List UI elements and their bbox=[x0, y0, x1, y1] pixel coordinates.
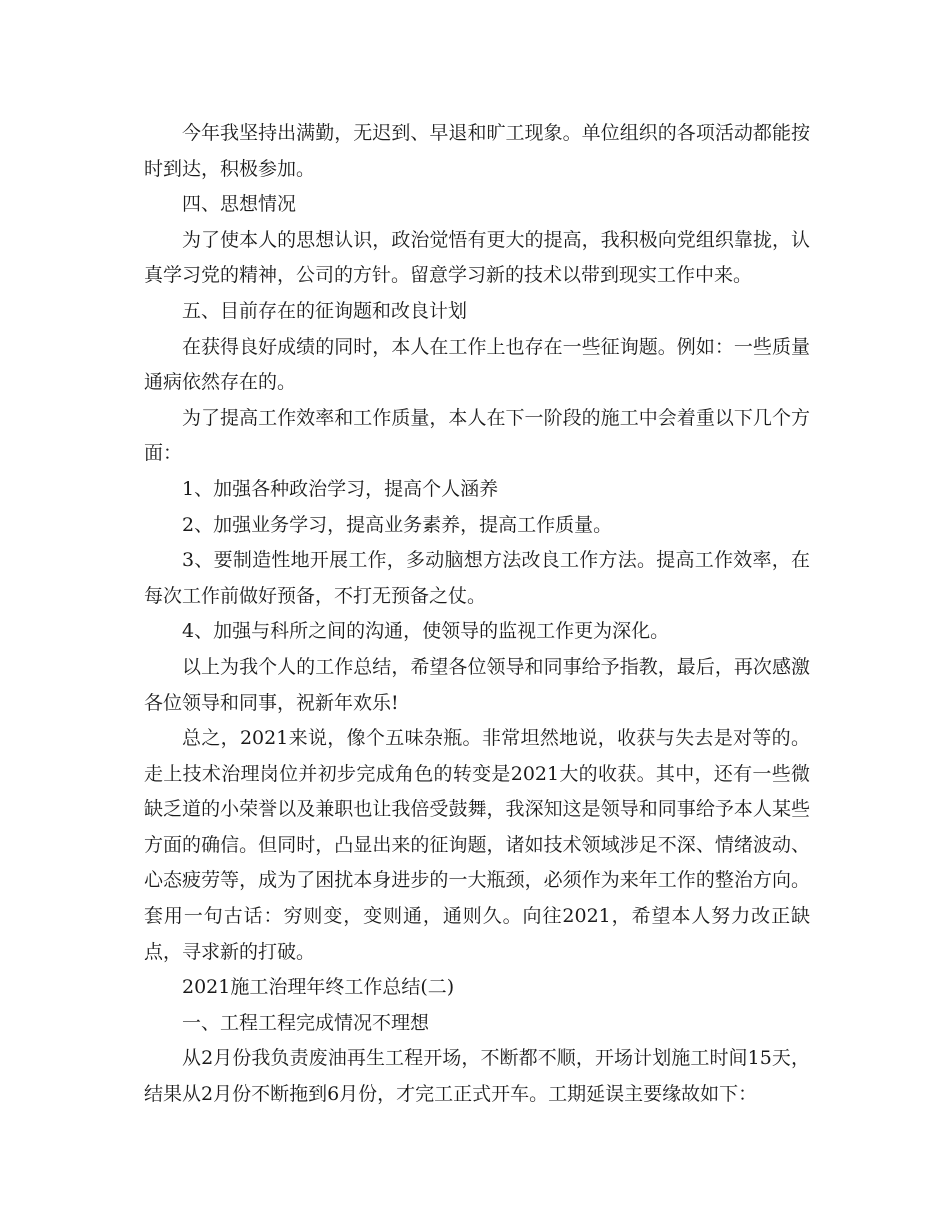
heading-problems-plan: 五、目前存在的征询题和改良计划 bbox=[182, 299, 468, 322]
section-title-part-two: 2021施工治理年终工作总结(二) bbox=[182, 976, 455, 999]
document-body bbox=[144, 116, 810, 1113]
list-item-3: 3、要制造性地开展工作，多动脑想方法改良工作方法。提高工作效率，在每次工作前做好预备，不打无预备之仗。 bbox=[144, 549, 810, 607]
paragraph-attendance: 今年我坚持出满勤，无迟到、早退和旷工现象。单位组织的各项活动都能按时到达，积极参加。 bbox=[144, 122, 810, 180]
paragraph-closing: 以上为我个人的工作总结，希望各位领导和同事给予指教，最后，再次感激各位领导和同事，祝新年欢乐! bbox=[144, 655, 810, 714]
list-item-1: 1、加强各种政治学习，提高个人涵养 bbox=[182, 477, 499, 500]
list-item-4: 4、加强与科所之间的沟通，使领导的监视工作更为深化。 bbox=[182, 620, 670, 643]
heading-project-completion: 一、工程工程完成情况不理想 bbox=[182, 1011, 430, 1034]
paragraph-improvement-intro: 为了提高工作效率和工作质量，本人在下一阶段的施工中会着重以下几个方面： bbox=[144, 406, 810, 465]
list-item-2: 2、加强业务学习，提高业务素养，提高工作质量。 bbox=[182, 513, 613, 536]
heading-thought-status: 四、思想情况 bbox=[182, 193, 297, 216]
paragraph-summary: 总之，2021来说，像个五味杂瓶。非常坦然地说，收获与失去是对等的。走上技术治理岗位并初步完成角色的转变是2021大的收获。其中，还有一些微缺乏道的小荣誉以及兼职也让我倍受鼓舞，我深知这是领导和同事给予本人某些方面的确信。但同时，凸显出来的征询题，诸如技术领域涉足不深、情绪波动、心态疲劳等，成为了困扰本身进步的一大瓶颈，必须作为来年工作的整治方向。套用一句古话：穷则变，变则通，通则久。向往2021，希望本人努力改正缺点，寻求新的打破。 bbox=[144, 727, 810, 963]
paragraph-thought: 为了使本人的思想认识，政治觉悟有更大的提高，我积极向党组织靠拢，认真学习党的精神，公司的方针。留意学习新的技术以带到现实工作中来。 bbox=[144, 228, 810, 287]
paragraph-project-delay: 从2月份我负责废油再生工程开场，不断都不顺，开场计划施工时间15天，结果从2月份不断拖到6月份，才完工正式开车。工期延误主要缘故如下： bbox=[144, 1047, 810, 1106]
paragraph-problems: 在获得良好成绩的同时，本人在工作上也存在一些征询题。例如：一些质量通病依然存在的。 bbox=[144, 335, 810, 394]
